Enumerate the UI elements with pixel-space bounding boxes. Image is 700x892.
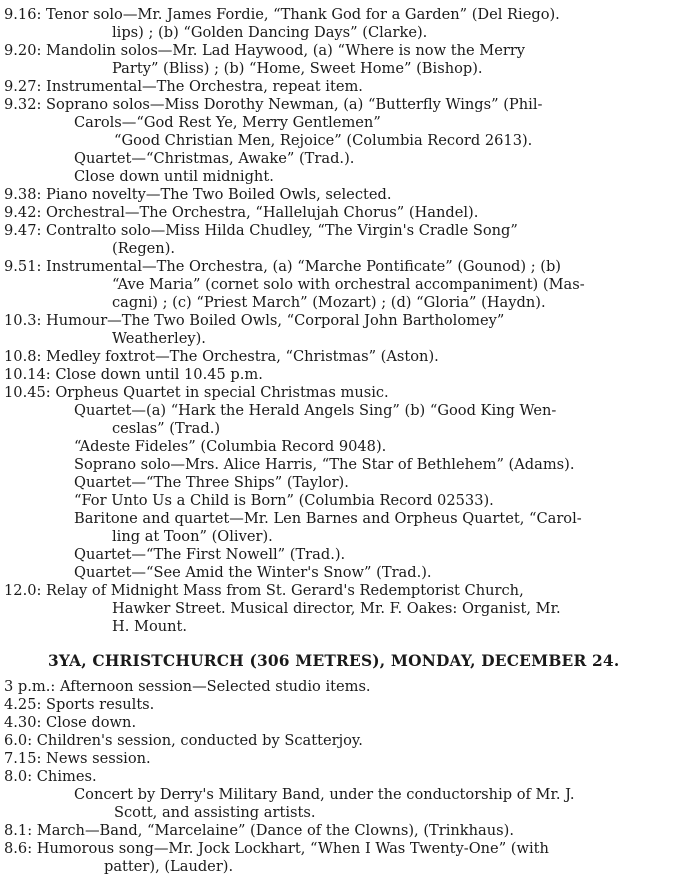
listing-line: cagni) ; (c) “Priest March” (Mozart) ; (d) “Gloria” (Haydn). [112, 294, 546, 311]
listing-line: 10.14: Close down until 10.45 p.m. [4, 366, 263, 383]
listing-line: 10.8: Medley foxtrot—The Orchestra, “Christmas” (Aston). [4, 348, 439, 365]
listing-line: ceslas” (Trad.) [112, 420, 221, 437]
2ya-programme-listing [4, 6, 692, 636]
listing-line: Party” (Bliss) ; (b) “Home, Sweet Home” (Bishop). [112, 60, 483, 77]
listing-line: 4.25: Sports results. [4, 696, 155, 713]
listing-line: 3 p.m.: Afternoon session—Selected studio items. [4, 678, 371, 695]
listing-line: 9.42: Orchestral—The Orchestra, “Hallelujah Chorus” (Handel). [4, 204, 479, 221]
listing-line: 9.16: Tenor solo—Mr. James Fordie, “Thank God for a Garden” (Del Riego). [4, 6, 560, 23]
listing-line: (Regen). [112, 240, 176, 257]
listing-line: 9.47: Contralto solo—Miss Hilda Chudley, “The Virgin's Cradle Song” [4, 222, 518, 239]
listing-line: Hawker Street. Musical director, Mr. F. Oakes: Organist, Mr. [112, 600, 561, 617]
3ya-programme-listing [4, 678, 692, 876]
listing-line: 8.6: Humorous song—Mr. Jock Lockhart, “When I Was Twenty-One” (with [4, 840, 549, 857]
listing-line: 12.0: Relay of Midnight Mass from St. Gerard's Redemptorist Church, [4, 582, 524, 599]
listing-line: Scott, and assisting artists. [114, 804, 316, 821]
listing-line: 9.32: Soprano solos—Miss Dorothy Newman, (a) “Butterfly Wings” (Phil- [4, 96, 543, 113]
listing-line: 7.15: News session. [4, 750, 151, 767]
listing-line: Weatherley). [112, 330, 206, 347]
listing-line: 10.3: Humour—The Two Boiled Owls, “Corporal John Bartholomey” [4, 312, 505, 329]
listing-line: Concert by Derry's Military Band, under the conductorship of Mr. J. [74, 786, 575, 803]
listing-line: 6.0: Children's session, conducted by Scatterjoy. [4, 732, 363, 749]
listing-line: lips) ; (b) “Golden Dancing Days” (Clarke). [112, 24, 428, 41]
listing-line: Carols—“God Rest Ye, Merry Gentlemen” [74, 114, 381, 131]
listing-line: Quartet—(a) “Hark the Herald Angels Sing” (b) “Good King Wen- [74, 402, 557, 419]
station-heading: 3YA, CHRISTCHURCH (306 METRES), MONDAY, DECEMBER 24. [48, 652, 620, 670]
listing-line: “For Unto Us a Child is Born” (Columbia Record 02533). [74, 492, 494, 509]
listing-line: “Adeste Fideles” (Columbia Record 9048). [74, 438, 387, 455]
listing-line: patter), (Lauder). [104, 858, 234, 875]
listing-line: Quartet—“The First Nowell” (Trad.). [74, 546, 346, 563]
listing-line: “Ave Maria” (cornet solo with orchestral accompaniment) (Mas- [112, 276, 585, 293]
listing-line: Quartet—“See Amid the Winter's Snow” (Trad.). [74, 564, 432, 581]
listing-line: Soprano solo—Mrs. Alice Harris, “The Star of Bethlehem” (Adams). [74, 456, 575, 473]
listing-line: 8.1: March—Band, “Marcelaine” (Dance of the Clowns), (Trinkhaus). [4, 822, 514, 839]
listing-line: Baritone and quartet—Mr. Len Barnes and Orpheus Quartet, “Carol- [74, 510, 582, 527]
listing-line: 9.27: Instrumental—The Orchestra, repeat item. [4, 78, 363, 95]
listing-line: 4.30: Close down. [4, 714, 137, 731]
listing-line: 10.45: Orpheus Quartet in special Christmas music. [4, 384, 389, 401]
listing-line: “Good Christian Men, Rejoice” (Columbia Record 2613). [114, 132, 533, 149]
listing-line: Quartet—“Christmas, Awake” (Trad.). [74, 150, 355, 167]
listing-line: 9.51: Instrumental—The Orchestra, (a) “Marche Pontificate” (Gounod) ; (b) [4, 258, 561, 275]
listing-line: Quartet—“The Three Ships” (Taylor). [74, 474, 349, 491]
listing-line: 9.20: Mandolin solos—Mr. Lad Haywood, (a) “Where is now the Merry [4, 42, 526, 59]
listing-line: 9.38: Piano novelty—The Two Boiled Owls, selected. [4, 186, 392, 203]
listing-line: 8.0: Chimes. [4, 768, 97, 785]
listing-line: ling at Toon” (Oliver). [112, 528, 273, 545]
listing-line: Close down until midnight. [74, 168, 274, 185]
listing-line: H. Mount. [112, 618, 188, 635]
